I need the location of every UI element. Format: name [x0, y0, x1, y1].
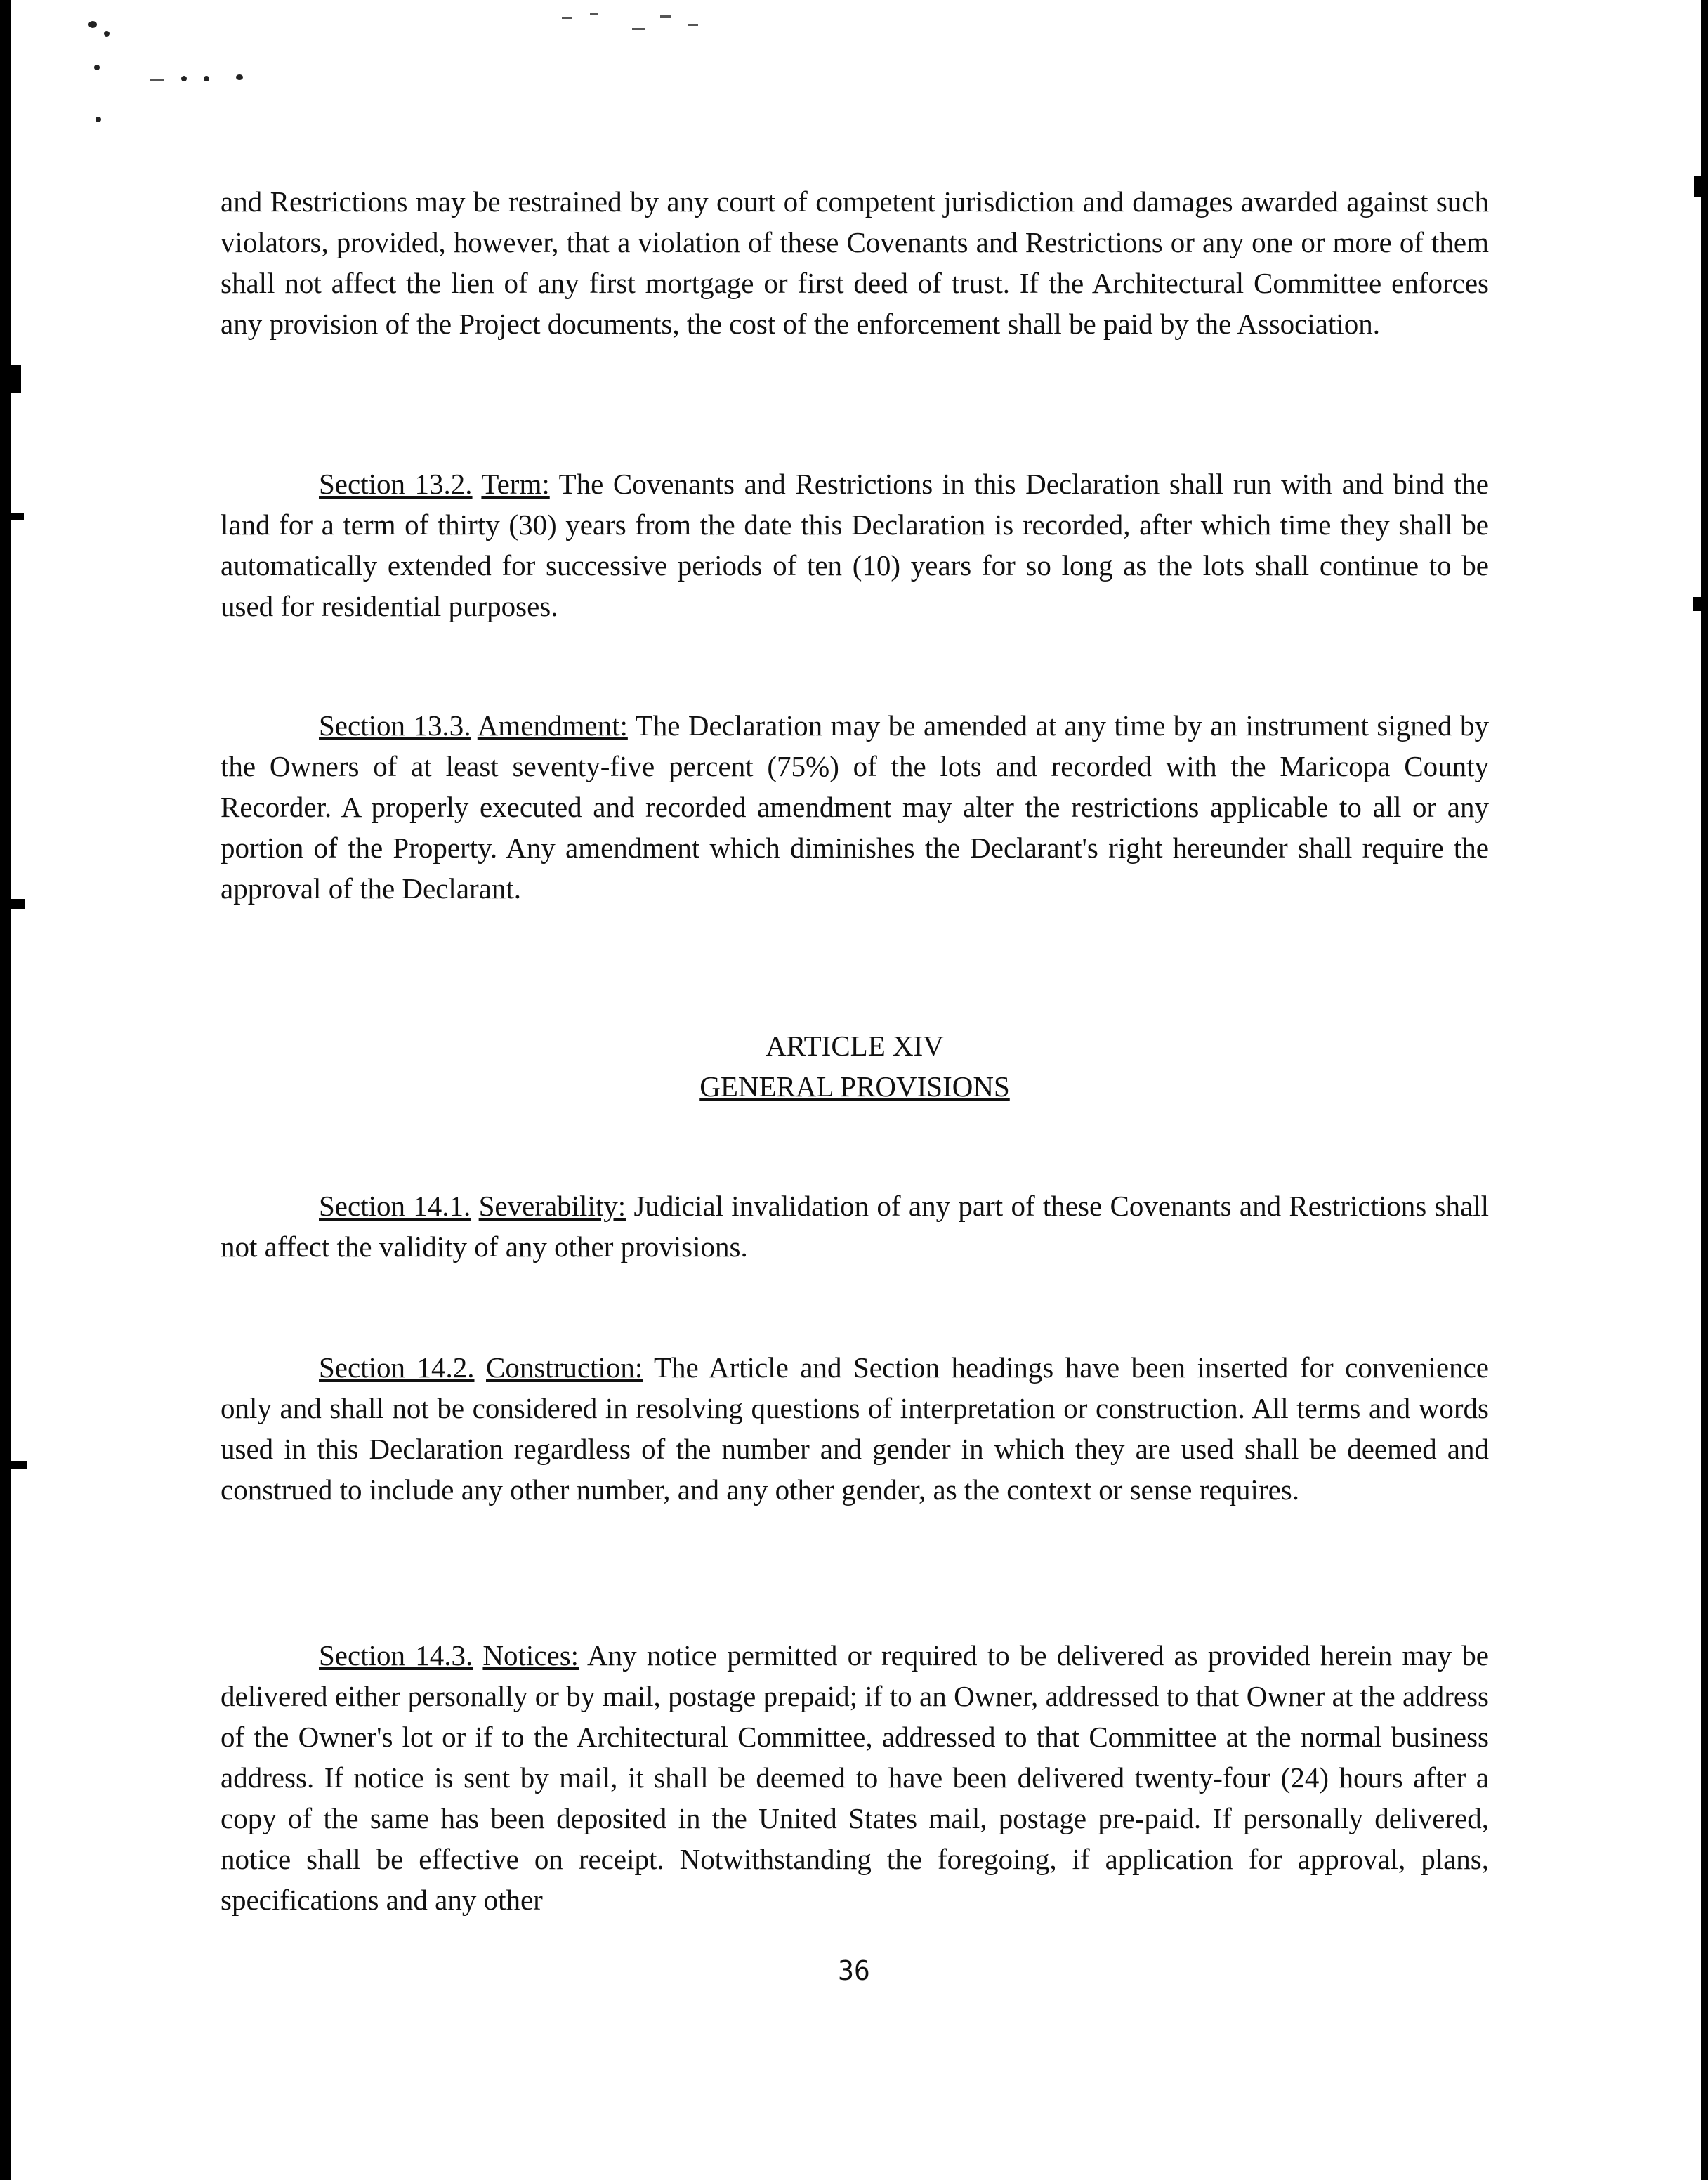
- scan-dash: [660, 15, 671, 18]
- scan-edge-left: [0, 0, 11, 2180]
- section-14-1: [221, 1186, 1489, 1267]
- section-title: Amendment:: [477, 709, 628, 742]
- scan-speck: [88, 21, 97, 28]
- article-title: GENERAL PROVISIONS: [699, 1070, 1010, 1103]
- scan-speck: [181, 76, 187, 81]
- paragraph-continuation: [221, 181, 1489, 344]
- paragraph-text: and Restrictions may be restrained by any court of competent jurisdiction and damages awarded against such violators, provided, however, that a violation of these Covenants and Restrictions or any one or more of them shall not affect the lien of any first mortgage or first deed of trust. If the Architectural Committee enforces any provision of the Project documents, the cost of the enforcement shall be paid by the Association.: [221, 185, 1489, 340]
- scan-notch: [11, 513, 24, 520]
- section-body: The Article and Section headings have been inserted for convenience only and shall not be considered in resolving questions of interpretation or construction. All terms and words used in this Declaration regardless of the number and gender in which they are used shall be deemed and construed to include any other number, and any other gender, as the context or sense requires.: [221, 1351, 1490, 1506]
- scan-edge-right: [1701, 0, 1708, 2180]
- section-number: Section 13.3.: [319, 709, 471, 742]
- section-body: The Covenants and Restrictions in this Declaration shall run with and bind the land for a term of thirty (30) years from the date this Declaration is recorded, after which time they shall be automatically extended for successive periods of ten (10) years for so long as the lots shall continue to be used for residential purposes.: [221, 468, 1489, 622]
- article-number: ARTICLE XIV: [766, 1030, 944, 1062]
- scan-notch: [11, 899, 25, 909]
- scan-notch: [11, 365, 21, 393]
- page-number: 36: [838, 1955, 870, 1986]
- scan-dash: [150, 79, 164, 81]
- section-title: Term:: [481, 468, 550, 500]
- section-number: Section 14.2.: [319, 1351, 475, 1384]
- scan-dash: [632, 28, 645, 30]
- section-title: Notices:: [482, 1639, 579, 1672]
- section-14-3: [221, 1635, 1489, 1920]
- section-title: Construction:: [486, 1351, 643, 1384]
- scan-speck: [104, 31, 110, 37]
- scan-dash: [688, 24, 698, 26]
- article-heading: [221, 1025, 1489, 1107]
- scan-dash: [562, 17, 572, 19]
- section-14-2: [221, 1347, 1489, 1510]
- scan-speck: [204, 76, 209, 81]
- scan-speck: [94, 65, 100, 70]
- section-number: Section 13.2.: [319, 468, 473, 500]
- section-title: Severability:: [478, 1190, 626, 1222]
- scan-notch: [11, 1461, 27, 1469]
- scan-notch: [1693, 597, 1701, 611]
- section-body: Any notice permitted or required to be delivered as provided herein may be delivered either personally or by mail, postage prepaid; if to an Owner, addressed to that Owner at the address of the Owner's lot or if to the Architectural Committee, addressed to that Committee at the normal business address. If notice is sent by mail, it shall be deemed to have been delivered twenty-four (24) hours after a copy of the same has been deposited in the United States mail, postage pre-paid. If personally delivered, notice shall be effective on receipt. Notwithstanding the foregoing, if application for approval, plans, specifications and any other: [221, 1639, 1490, 1916]
- scan-speck: [236, 74, 243, 80]
- section-number: Section 14.1.: [319, 1190, 471, 1222]
- scan-notch: [1694, 176, 1701, 197]
- section-number: Section 14.3.: [319, 1639, 473, 1672]
- section-body: Judicial invalidation of any part of these Covenants and Restrictions shall not affect the validity of any other provisions.: [221, 1190, 1489, 1263]
- section-13-3: [221, 705, 1489, 909]
- scan-speck: [96, 117, 101, 122]
- section-13-2: [221, 464, 1489, 626]
- scan-dash: [590, 13, 598, 15]
- section-body: The Declaration may be amended at any time by an instrument signed by the Owners of at least seventy-five percent (75%) of the lots and recorded with the Maricopa County Recorder. A properly executed and recorded amendment may alter the restrictions applicable to all or any portion of the Property. Any amendment which diminishes the Declarant's right hereunder shall require the approval of the Declarant.: [221, 709, 1489, 905]
